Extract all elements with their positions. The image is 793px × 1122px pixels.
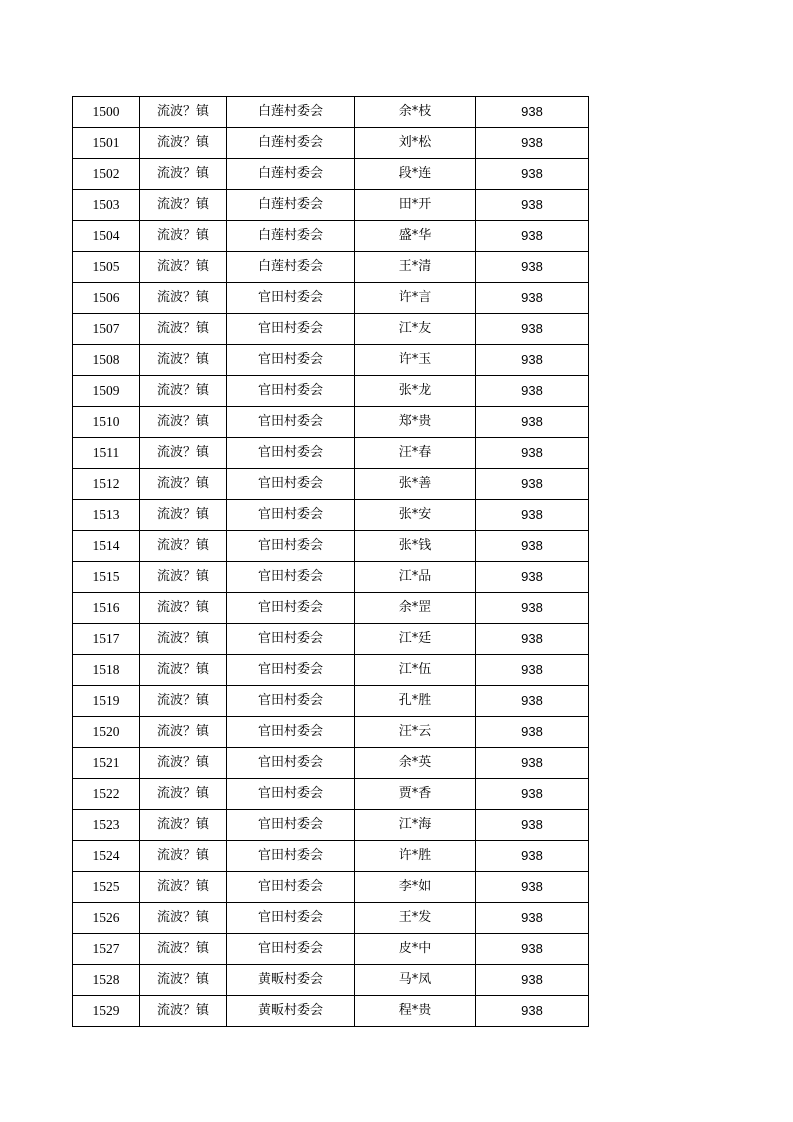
table-row	[73, 872, 589, 903]
town-cell: 流波？镇	[140, 779, 227, 810]
amount-cell: 938	[476, 252, 589, 283]
row-number-cell: 1516	[73, 593, 140, 624]
amount-cell: 938	[476, 593, 589, 624]
town-cell: 流波？镇	[140, 717, 227, 748]
amount-cell: 938	[476, 562, 589, 593]
amount-cell: 938	[476, 748, 589, 779]
table-row	[73, 345, 589, 376]
table-row	[73, 934, 589, 965]
amount-cell: 938	[476, 903, 589, 934]
person-name-cell: 李*如	[355, 872, 476, 903]
person-name-cell: 王*发	[355, 903, 476, 934]
row-number-cell: 1507	[73, 314, 140, 345]
person-name-cell: 张*安	[355, 500, 476, 531]
person-name-cell: 段*连	[355, 159, 476, 190]
village-cell: 官田村委会	[227, 872, 355, 903]
town-cell: 流波？镇	[140, 655, 227, 686]
row-number-cell: 1517	[73, 624, 140, 655]
town-cell: 流波？镇	[140, 314, 227, 345]
town-cell: 流波？镇	[140, 965, 227, 996]
person-name-cell: 贾*香	[355, 779, 476, 810]
town-cell: 流波？镇	[140, 252, 227, 283]
village-cell: 官田村委会	[227, 686, 355, 717]
table-row	[73, 314, 589, 345]
amount-cell: 938	[476, 376, 589, 407]
row-number-cell: 1528	[73, 965, 140, 996]
village-cell: 官田村委会	[227, 934, 355, 965]
village-cell: 官田村委会	[227, 624, 355, 655]
row-number-cell: 1504	[73, 221, 140, 252]
town-cell: 流波？镇	[140, 469, 227, 500]
row-number-cell: 1521	[73, 748, 140, 779]
row-number-cell: 1508	[73, 345, 140, 376]
village-cell: 白莲村委会	[227, 159, 355, 190]
town-cell: 流波？镇	[140, 934, 227, 965]
village-cell: 官田村委会	[227, 655, 355, 686]
amount-cell: 938	[476, 128, 589, 159]
amount-cell: 938	[476, 779, 589, 810]
person-name-cell: 田*开	[355, 190, 476, 221]
amount-cell: 938	[476, 314, 589, 345]
amount-cell: 938	[476, 345, 589, 376]
town-cell: 流波？镇	[140, 903, 227, 934]
row-number-cell: 1502	[73, 159, 140, 190]
table-row	[73, 748, 589, 779]
table-row	[73, 965, 589, 996]
table-row	[73, 717, 589, 748]
row-number-cell: 1522	[73, 779, 140, 810]
village-cell: 官田村委会	[227, 283, 355, 314]
row-number-cell: 1519	[73, 686, 140, 717]
table-row	[73, 903, 589, 934]
village-cell: 官田村委会	[227, 469, 355, 500]
village-cell: 官田村委会	[227, 717, 355, 748]
table-row	[73, 500, 589, 531]
person-name-cell: 王*清	[355, 252, 476, 283]
person-name-cell: 孔*胜	[355, 686, 476, 717]
amount-cell: 938	[476, 655, 589, 686]
row-number-cell: 1510	[73, 407, 140, 438]
town-cell: 流波？镇	[140, 128, 227, 159]
row-number-cell: 1525	[73, 872, 140, 903]
row-number-cell: 1506	[73, 283, 140, 314]
village-cell: 官田村委会	[227, 438, 355, 469]
village-cell: 官田村委会	[227, 500, 355, 531]
person-name-cell: 江*廷	[355, 624, 476, 655]
amount-cell: 938	[476, 841, 589, 872]
table-row	[73, 376, 589, 407]
village-cell: 官田村委会	[227, 779, 355, 810]
town-cell: 流波？镇	[140, 593, 227, 624]
person-name-cell: 江*伍	[355, 655, 476, 686]
person-name-cell: 江*品	[355, 562, 476, 593]
village-cell: 白莲村委会	[227, 97, 355, 128]
amount-cell: 938	[476, 531, 589, 562]
village-cell: 官田村委会	[227, 562, 355, 593]
amount-cell: 938	[476, 190, 589, 221]
person-name-cell: 郑*贵	[355, 407, 476, 438]
row-number-cell: 1509	[73, 376, 140, 407]
amount-cell: 938	[476, 159, 589, 190]
town-cell: 流波？镇	[140, 159, 227, 190]
table-row	[73, 159, 589, 190]
table-row	[73, 97, 589, 128]
town-cell: 流波？镇	[140, 686, 227, 717]
amount-cell: 938	[476, 500, 589, 531]
row-number-cell: 1529	[73, 996, 140, 1027]
row-number-cell: 1526	[73, 903, 140, 934]
table-row	[73, 686, 589, 717]
table-row	[73, 624, 589, 655]
town-cell: 流波？镇	[140, 345, 227, 376]
village-cell: 白莲村委会	[227, 190, 355, 221]
amount-cell: 938	[476, 717, 589, 748]
table-row	[73, 438, 589, 469]
person-name-cell: 盛*华	[355, 221, 476, 252]
town-cell: 流波？镇	[140, 996, 227, 1027]
table-row	[73, 996, 589, 1027]
town-cell: 流波？镇	[140, 438, 227, 469]
amount-cell: 938	[476, 686, 589, 717]
row-number-cell: 1505	[73, 252, 140, 283]
town-cell: 流波？镇	[140, 841, 227, 872]
table-row	[73, 190, 589, 221]
village-cell: 官田村委会	[227, 810, 355, 841]
amount-cell: 938	[476, 624, 589, 655]
person-name-cell: 余*英	[355, 748, 476, 779]
amount-cell: 938	[476, 283, 589, 314]
table-row	[73, 779, 589, 810]
table-row	[73, 531, 589, 562]
row-number-cell: 1514	[73, 531, 140, 562]
table-row	[73, 221, 589, 252]
village-cell: 官田村委会	[227, 903, 355, 934]
person-name-cell: 许*玉	[355, 345, 476, 376]
table-row	[73, 407, 589, 438]
table-row	[73, 562, 589, 593]
village-cell: 黄畈村委会	[227, 965, 355, 996]
person-name-cell: 许*胜	[355, 841, 476, 872]
person-name-cell: 皮*中	[355, 934, 476, 965]
town-cell: 流波？镇	[140, 407, 227, 438]
row-number-cell: 1520	[73, 717, 140, 748]
table-row	[73, 841, 589, 872]
amount-cell: 938	[476, 934, 589, 965]
amount-cell: 938	[476, 810, 589, 841]
town-cell: 流波？镇	[140, 221, 227, 252]
village-cell: 官田村委会	[227, 531, 355, 562]
village-cell: 官田村委会	[227, 376, 355, 407]
town-cell: 流波？镇	[140, 283, 227, 314]
data-table	[72, 96, 589, 1027]
row-number-cell: 1513	[73, 500, 140, 531]
amount-cell: 938	[476, 97, 589, 128]
village-cell: 官田村委会	[227, 748, 355, 779]
amount-cell: 938	[476, 965, 589, 996]
town-cell: 流波？镇	[140, 190, 227, 221]
table-row	[73, 593, 589, 624]
row-number-cell: 1527	[73, 934, 140, 965]
town-cell: 流波？镇	[140, 531, 227, 562]
town-cell: 流波？镇	[140, 562, 227, 593]
person-name-cell: 许*言	[355, 283, 476, 314]
town-cell: 流波？镇	[140, 748, 227, 779]
person-name-cell: 江*海	[355, 810, 476, 841]
person-name-cell: 余*枝	[355, 97, 476, 128]
person-name-cell: 汪*春	[355, 438, 476, 469]
table-row	[73, 655, 589, 686]
amount-cell: 938	[476, 469, 589, 500]
person-name-cell: 张*善	[355, 469, 476, 500]
person-name-cell: 马*凤	[355, 965, 476, 996]
town-cell: 流波？镇	[140, 376, 227, 407]
person-name-cell: 余*罡	[355, 593, 476, 624]
village-cell: 白莲村委会	[227, 252, 355, 283]
table-body	[73, 97, 589, 1027]
person-name-cell: 刘*松	[355, 128, 476, 159]
row-number-cell: 1518	[73, 655, 140, 686]
village-cell: 官田村委会	[227, 407, 355, 438]
village-cell: 官田村委会	[227, 345, 355, 376]
row-number-cell: 1501	[73, 128, 140, 159]
table-row	[73, 128, 589, 159]
town-cell: 流波？镇	[140, 97, 227, 128]
village-cell: 官田村委会	[227, 314, 355, 345]
amount-cell: 938	[476, 407, 589, 438]
person-name-cell: 张*钱	[355, 531, 476, 562]
row-number-cell: 1511	[73, 438, 140, 469]
table-row	[73, 469, 589, 500]
village-cell: 白莲村委会	[227, 128, 355, 159]
row-number-cell: 1500	[73, 97, 140, 128]
person-name-cell: 江*友	[355, 314, 476, 345]
amount-cell: 938	[476, 221, 589, 252]
town-cell: 流波？镇	[140, 810, 227, 841]
table-row	[73, 252, 589, 283]
person-name-cell: 汪*云	[355, 717, 476, 748]
person-name-cell: 张*龙	[355, 376, 476, 407]
row-number-cell: 1515	[73, 562, 140, 593]
row-number-cell: 1512	[73, 469, 140, 500]
village-cell: 官田村委会	[227, 841, 355, 872]
town-cell: 流波？镇	[140, 500, 227, 531]
row-number-cell: 1524	[73, 841, 140, 872]
table-row	[73, 283, 589, 314]
row-number-cell: 1503	[73, 190, 140, 221]
town-cell: 流波？镇	[140, 624, 227, 655]
amount-cell: 938	[476, 872, 589, 903]
amount-cell: 938	[476, 438, 589, 469]
village-cell: 官田村委会	[227, 593, 355, 624]
town-cell: 流波？镇	[140, 872, 227, 903]
table-row	[73, 810, 589, 841]
village-cell: 黄畈村委会	[227, 996, 355, 1027]
amount-cell: 938	[476, 996, 589, 1027]
person-name-cell: 程*贵	[355, 996, 476, 1027]
row-number-cell: 1523	[73, 810, 140, 841]
village-cell: 白莲村委会	[227, 221, 355, 252]
